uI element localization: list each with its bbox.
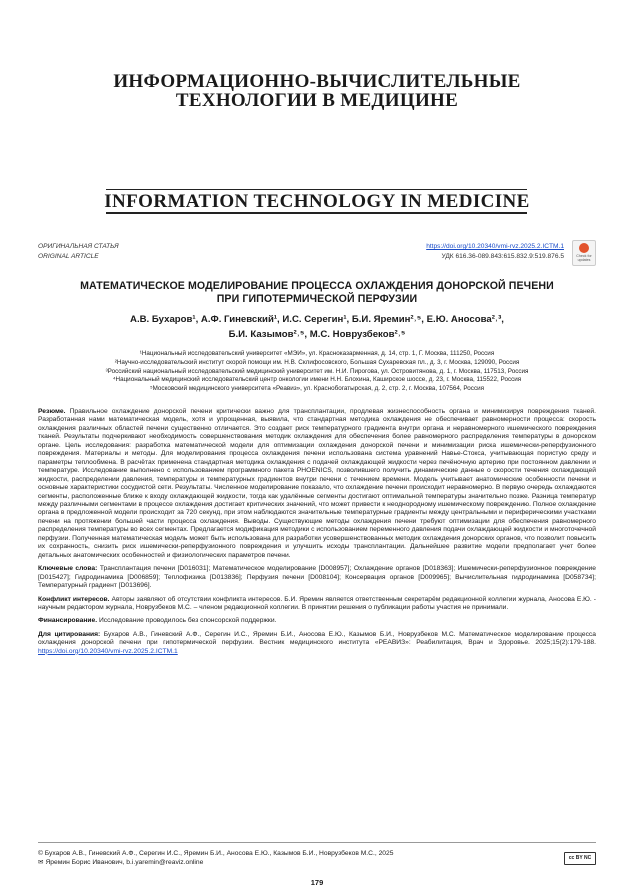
- conflict-text: Авторы заявляют об отсутствии конфликта интересов. Б.И. Яремин является ответственным секретарём редакционной коллегии журнала, Аносова Е.Ю. - научным редактором журнала, Новрузбеков М.С. – членом редакционной коллегии. В принятии решения о публикации работы участия не принимали.: [38, 595, 597, 611]
- journal-title-en-wrap: [0, 190, 634, 212]
- article-type: [38, 242, 119, 262]
- authors-line2: Б.И. Казымов²˒⁵, М.С. Новрузбеков²˒⁵: [228, 328, 406, 340]
- article-type-en: ORIGINAL ARTICLE: [38, 253, 99, 260]
- abstract-text: Правильное охлаждение донорской печени критически важно для трансплантации, продлевая жизнеспособность органа и минимизируя повреждения тканей. Разработанная нами математическая модель, хотя и упрощенная, выявила, что стандартная методика охлаждения не обеспечивает равномерности процесса: скорость охлаждения различных областей печени существенно отличается. Это создает риск температурного градиента внутри органа и неравномерного ишемического повреждения тканей. Результаты подчеркивают необходимость совершенствования методик охлаждения для обеспечения более равномерного распределения температуры в донорском органе. Цель исследования: разработка математической модели для оптимизации охлаждения донорской печени и минимизации риска ишемически-реперфузионного повреждения. Материалы и методы. Для моделирования процесса охлаждения печени использована система уравнений Навье-Стокса, учитывающая пористую среду и параметры теплообмена. В расчётах применена стандартная методика охлаждения с подачей охлаждающей жидкости через печёночную артерию при постоянном давлении и температуре. Исследование выполнено с использованием программного пакета PHOENICS, позволившего получить динамические данные о скорости течения охлаждающей жидкости, распределении давления, температуры и температурных градиентов внутри печени с течением времени. Модель учитывает анатомические особенности печени и основные характеристики сосудистой сети. Результаты. Численное моделирование показало, что охлаждение печени происходит неравномерно. В первую очередь охлаждаются сегменты, расположенные ближе к входу охлаждающей жидкости, тогда как удалённые сегменты достигают оптимальной температуры значительно позже. Разница температур между различными сегментами в процессе охлаждения достигает критических значений, что может привести к неоднородному ишемическому повреждению. Полное охлаждение органа в предложенной модели происходит за 720 секунд, при этом наблюдаются значительные температурные градиенты между центральными и периферическими участками печени на протяжении большей части процесса охлаждения. Выводы. Существующие методы охлаждения печени требуют оптимизации для обеспечения равномерного распределения температуры во всех сегментах. Предлагается модификация методики с использованием переменного давления подачи охлаждающей жидкости и многоточечной перфузии. Полученная математическая модель может быть использована для разработки усовершенствованных методик охлаждения донорских органов, что позволит повысить их сохранность, снизить риск ишемически-реперфузионного повреждения и улучшить исходы трансплантации. Дальнейшее развитие модели предполагает учет более детальных анатомических особенностей и физиологических параметров печени.: [38, 408, 596, 559]
- citation-label: Для цитирования:: [38, 630, 101, 638]
- article-type-ru: ОРИГИНАЛЬНАЯ СТАТЬЯ: [38, 243, 119, 250]
- article-title-line2: ПРИ ГИПОТЕРМИЧЕСКОЙ ПЕРФУЗИИ: [216, 293, 418, 305]
- citation-paragraph: [38, 631, 596, 656]
- conflict-label: Конфликт интересов.: [38, 595, 110, 603]
- keywords-paragraph: [38, 565, 596, 590]
- doi-link[interactable]: https://doi.org/10.20340/vmi-rvz.2025.2.ICTM.1: [426, 243, 564, 250]
- header-divider-bottom: [106, 212, 527, 214]
- article-meta: [38, 242, 596, 268]
- affiliation-2: ²Научно-исследовательский институт скорой помощи им. Н.В. Склифосовского, Большая Сухаревская пл., д. 3, г. Москва, 129090, Россия: [114, 358, 520, 366]
- authors-line1: А.В. Бухаров¹, А.Ф. Гиневский¹, И.С. Серегин¹, Б.И. Яремин²˒⁵, Е.Ю. Аносова²˒³,: [130, 314, 504, 325]
- affiliation-3: ³Российский национальный исследовательский медицинский университет им. Н.И. Пирогова, ул. Островитянова, д. 1, г. Москва, 117513, Россия: [105, 367, 529, 375]
- affiliations: [40, 350, 594, 394]
- funding-label: Финансирование.: [38, 617, 98, 625]
- citation-doi-link[interactable]: https://doi.org/10.20340/vmi-rvz.2025.2.ICTM.1: [38, 647, 178, 655]
- journal-header: [0, 72, 634, 110]
- affiliation-4: ⁴Национальный медицинский исследовательский центр онкологии имени Н.Н. Блохина, Каширское шоссе, д. 23, г. Москва, 115522, Россия: [112, 376, 522, 384]
- funding-paragraph: [38, 617, 596, 625]
- abstract-label: Резюме.: [38, 408, 66, 415]
- footer: [38, 849, 596, 867]
- article-title-line1: МАТЕМАТИЧЕСКОЕ МОДЕЛИРОВАНИЕ ПРОЦЕССА ОХЛАЖДЕНИЯ ДОНОРСКОЙ ПЕЧЕНИ: [80, 280, 554, 292]
- abstract-paragraph: [38, 408, 596, 560]
- journal-title-ru-line1: ИНФОРМАЦИОННО-ВЫЧИСЛИТЕЛЬНЫЕ: [113, 71, 521, 92]
- conflict-paragraph: [38, 596, 596, 613]
- check-updates-icon: [579, 243, 589, 253]
- abstract-section: [38, 408, 596, 661]
- affiliation-1: ¹Национальный исследовательский университет «МЭИ», ул. Красноказарменная, д. 14, стр. 1, Г. Москва, 111250, Россия: [139, 350, 495, 357]
- affiliation-5: ⁵Московский медицинского университета «Реавиз», ул. Краснобогатырская, д. 2, стр. 2, г. Москва, 107564, Россия: [149, 385, 485, 393]
- journal-title-ru-line2: ТЕХНОЛОГИИ В МЕДИЦИНЕ: [175, 90, 459, 111]
- page-number: 179: [310, 878, 324, 887]
- footer-divider: [38, 842, 596, 843]
- corresponding-author: ✉ Яремин Борис Иванович, b.i.yaremin@reaviz.online: [38, 859, 204, 867]
- article-title: [34, 280, 600, 306]
- citation-text: Бухаров А.В., Гиневский А.Ф., Серегин И.С., Яремин Б.И., Аносова Е.Ю., Казымов Б.И., Новрузбеков М.С. Математическое моделирование процесса охлаждения донорской печени при гипотермической перфузии. Вестник медицинского института «РЕАВИЗ»: Реабилитация, Врач и Здоровье. 2025;15(2):179-188.: [38, 630, 596, 647]
- check-for-updates-badge[interactable]: [572, 240, 596, 266]
- article-identifiers: [426, 242, 564, 262]
- cc-license-icon[interactable]: cc BY NC: [564, 852, 596, 865]
- udc-code: УДК 616.36-089.843:615.832.9:519.876.5: [441, 253, 564, 260]
- funding-text: Исследование проводилось без спонсорской поддержки.: [98, 617, 277, 625]
- author-list: [40, 313, 594, 342]
- keywords-label: Ключевые слова:: [38, 565, 98, 573]
- journal-title-en: INFORMATION TECHNOLOGY IN MEDICINE: [104, 191, 530, 212]
- check-updates-label: Check for updates: [576, 254, 592, 262]
- copyright-notice: © Бухаров А.В., Гиневский А.Ф., Серегин И.С., Яремин Б.И., Аносова Е.Ю., Казымов Б.И., Новрузбеков М.С., 2025: [38, 850, 394, 857]
- keywords-text: Трансплантация печени [D016031]; Математическое моделирование [D008957]; Охлаждение органов [D018363]; Ишемически-реперфузионное повреждение [D015427]; Гидродинамика [D006859]; Теплофизика [D013836]; Перфузия печени [D008104]; Консервация органов [D009965]; Вычислительная гидродинамика [D058734]; Температурный градиент [D013696].: [38, 565, 596, 590]
